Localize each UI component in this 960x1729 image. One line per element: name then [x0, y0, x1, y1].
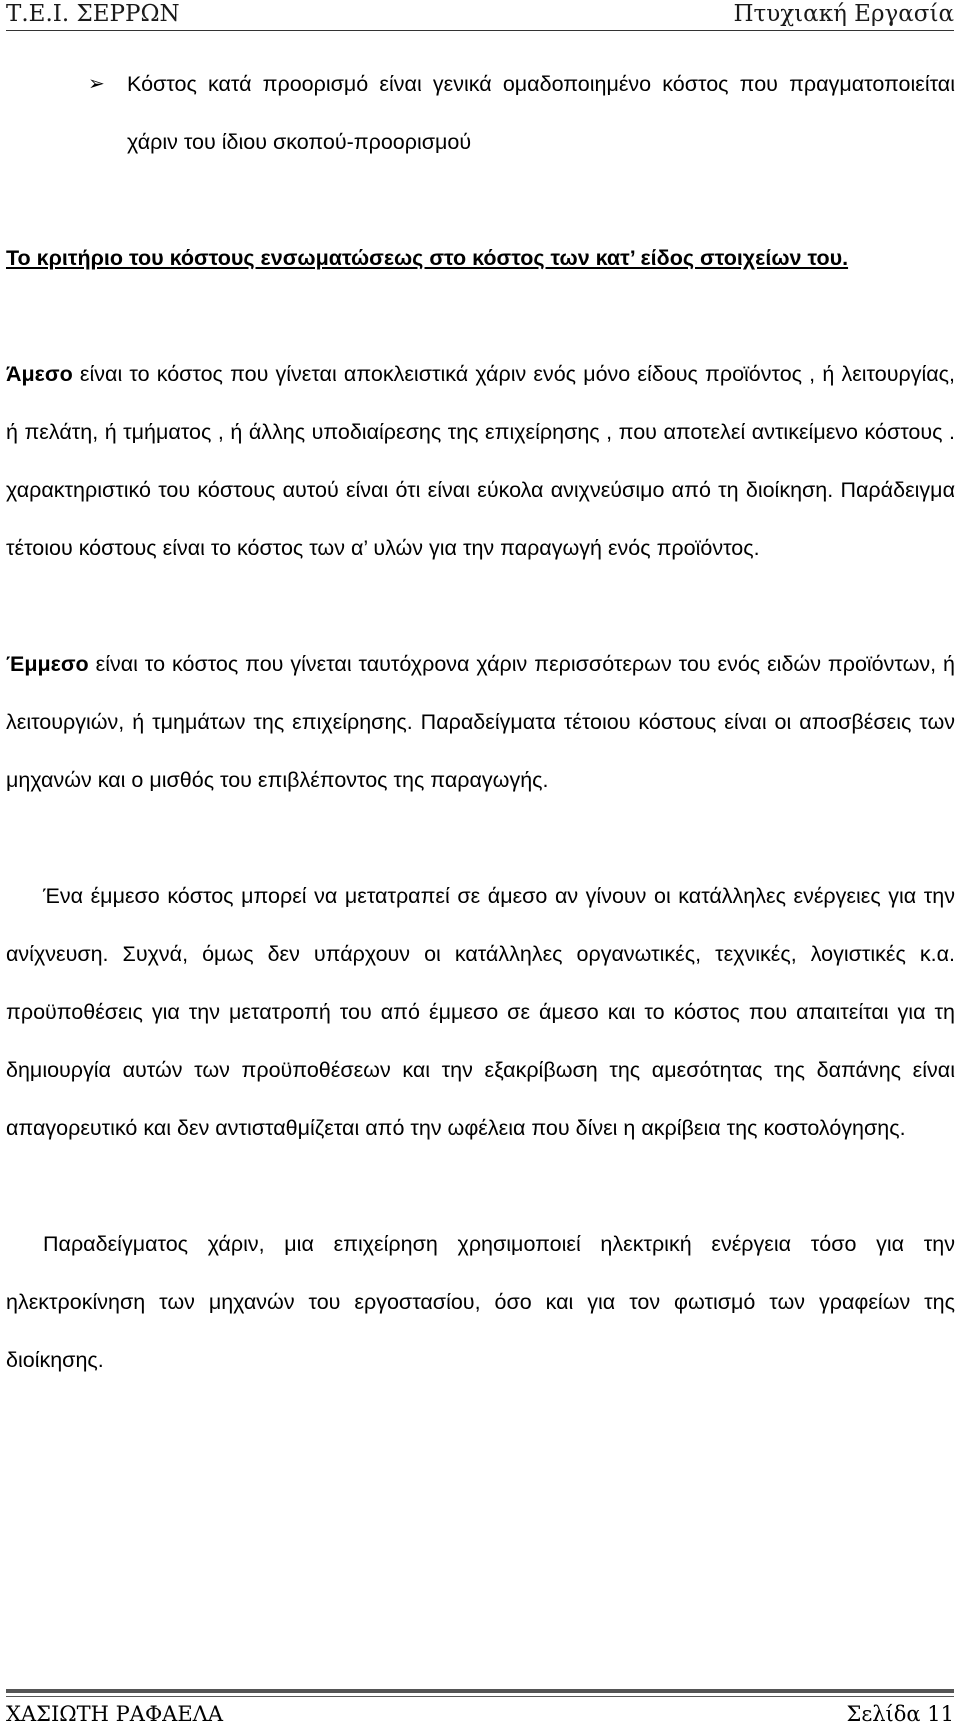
header-document-type: Πτυχιακή Εργασία [733, 1, 954, 27]
header-institution: Τ.Ε.Ι. ΣΕΡΡΩΝ [6, 1, 180, 27]
conversion-paragraph: Ένα έμμεσο κόστος μπορεί να μετατραπεί σε άμεσο αν γίνουν οι κατάλληλες ενέργειες για την ανίχνευση. Συχνά, όμως δεν υπάρχουν οι κατάλληλες οργανωτικές, τεχνικές, λογιστικές κ.α. προϋποθέσεις για την μετατροπή του από έμμεσο σε άμεσο και το κόστος που απαιτείται για τη δημιουργία αυτών των προϋποθέσεων και την εξακρίβωση της αμεσότητας της δαπάνης είναι απαγορευτικό και δεν αντισταθμίζεται από την ωφέλεια που δίνει η ακρίβεια της κοστολόγησης. [6, 884, 955, 1140]
section-heading: Το κριτήριο του κόστους ενσωματώσεως στο κόστος των κατ’ είδος στοιχείων του. [6, 246, 849, 270]
direct-cost-text: είναι το κόστος που γίνεται αποκλειστικά χάριν ενός μόνο είδους προϊόντος , ή λειτουργίας, ή πελάτη, ή τμήματος , ή άλλης υποδιαίρεσης της επιχείρησης , που αποτελεί αντικείμενο κόστους . χαρακτηριστικό του κόστους αυτού είναι ότι είναι εύκολα ανιχνεύσιμο από τη διοίκηση. Παράδειγμα τέτοιου κόστους είναι το κόστος των α’ υλών για την παραγωγή ενός προϊόντος. [6, 362, 955, 560]
direct-cost-paragraph [6, 345, 955, 577]
page-footer [6, 1700, 954, 1728]
header-divider [6, 30, 954, 31]
indirect-cost-text: είναι το κόστος που γίνεται ταυτόχρονα χάριν περισσότερων του ενός ειδών προϊόντων, ή λειτουργιών, ή τμημάτων της επιχείρησης. Παραδείγματα τέτοιου κόστους είναι οι αποσβέσεις των μηχανών και ο μισθός του επιβλέποντος της παραγωγής. [6, 652, 955, 792]
page-header [6, 0, 954, 32]
page-body [6, 55, 955, 1447]
footer-divider-thick [6, 1689, 954, 1693]
arrow-bullet-icon: ➢ [88, 73, 105, 95]
example-paragraph: Παραδείγματος χάριν, μια επιχείρηση χρησιμοποιεί ηλεκτρική ενέργεια τόσο για την ηλεκτροκίνηση των μηχανών του εργοστασίου, όσο και για τον φωτισμό των γραφείων της διοίκησης. [6, 1232, 955, 1372]
indirect-cost-paragraph [6, 635, 955, 809]
bullet-text: Κόστος κατά προορισμό είναι γενικά ομαδοποιημένο κόστος που πραγματοποιείται χάριν του ίδιου σκοπού-προορισμού [127, 72, 955, 154]
indirect-cost-term: Έμμεσο [6, 652, 89, 676]
direct-cost-term: Άμεσο [6, 362, 73, 386]
footer-author: ΧΑΣΙΩΤΗ ΡΑΦΑΕΛΑ [6, 1702, 224, 1726]
footer-page-number: Σελίδα 11 [846, 1702, 954, 1726]
bullet-item [6, 55, 955, 171]
footer-divider-thin [6, 1696, 954, 1697]
